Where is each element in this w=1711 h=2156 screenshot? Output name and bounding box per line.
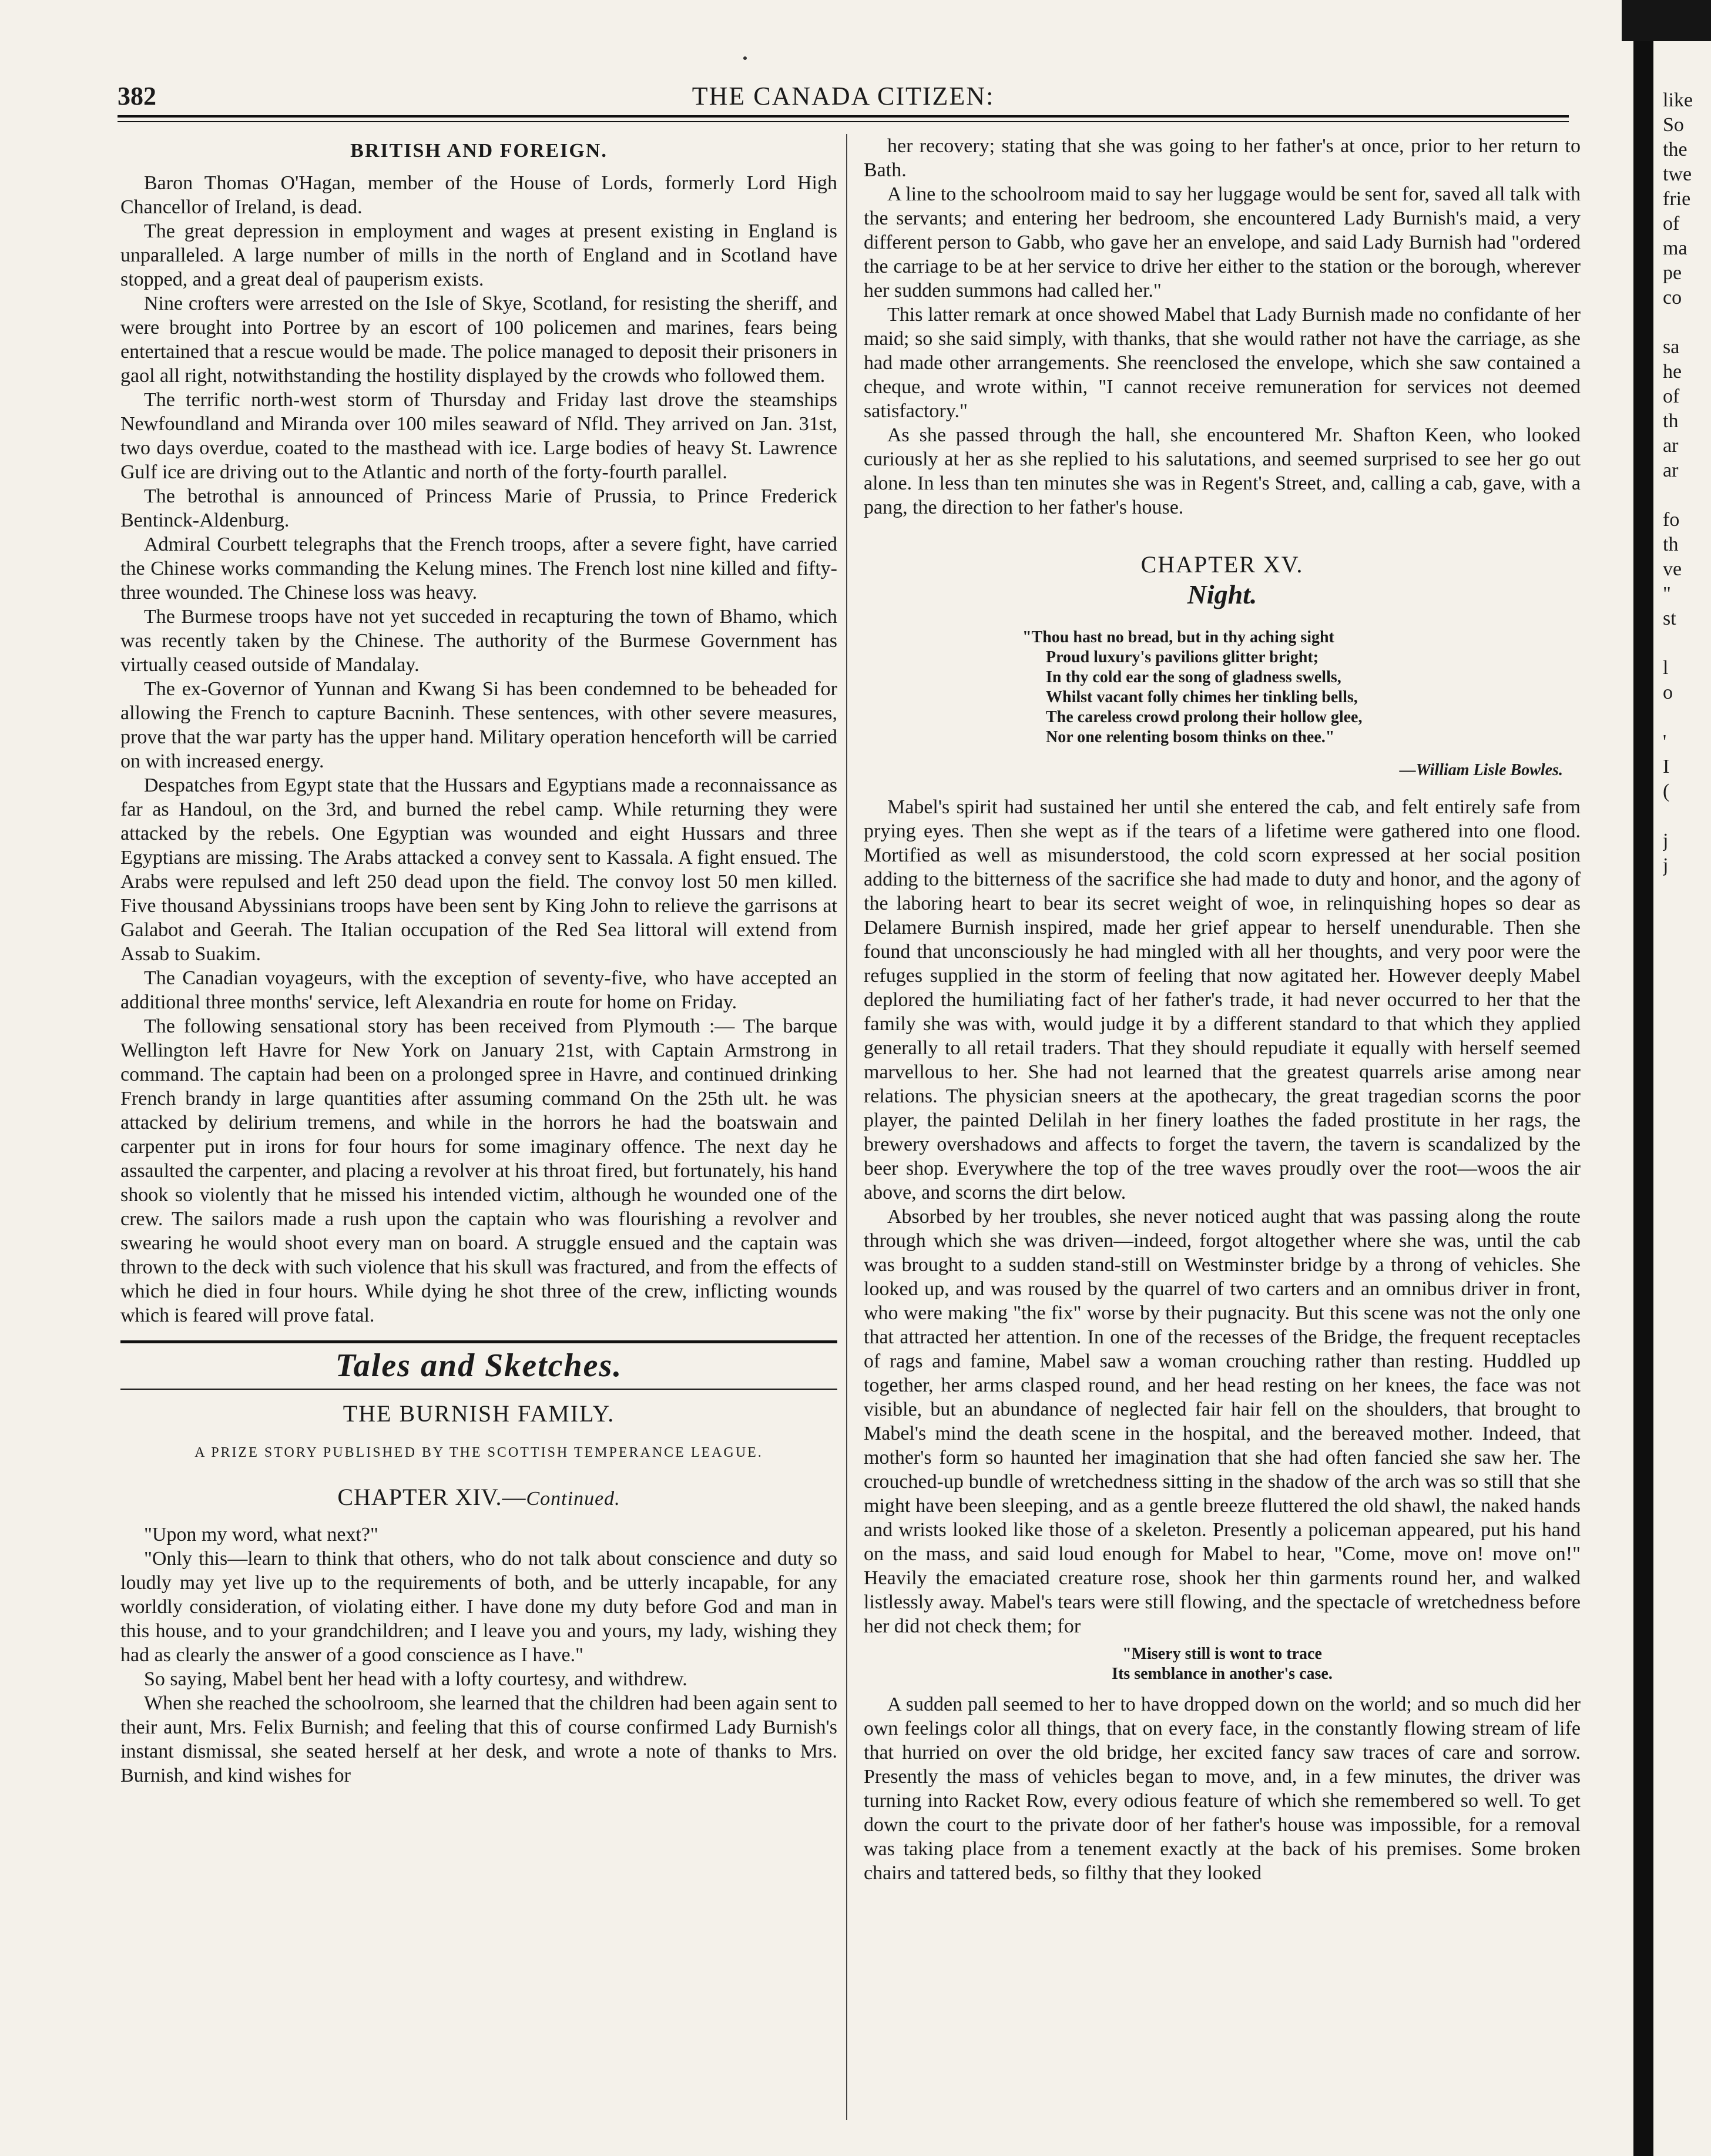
story-paragraph: When she reached the schoolroom, she learned that the children had been again sent to their aunt, Mrs. Felix Burnish; and feeling that this of course confirmed Lady Burnish's instant dismissal, she seated herself at her desk, and wrote a note of thanks to Mrs. Burnish, and kind wishes for [120, 1692, 837, 1786]
story-text-chapter-xv [864, 795, 1581, 1638]
binding-shadow [1633, 41, 1653, 2156]
edge-word-fragment: twe [1663, 163, 1692, 185]
edge-word-fragment: th [1663, 534, 1679, 555]
news-item: The betrothal is announced of Princess Marie of Prussia, to Prince Frederick Bentinck-Aldenburg. [120, 485, 837, 531]
edge-word-fragment [1663, 705, 1711, 730]
header-rule-thick [118, 115, 1569, 118]
edge-word-fragment: the [1663, 139, 1687, 160]
edge-word-fragment: ( [1663, 780, 1670, 802]
chapter-heading-xiv [120, 1485, 837, 1511]
tales-sketches-heading: Tales and Sketches. [335, 1347, 623, 1384]
poem-line: Proud luxury's pavilions glitter bright; [1046, 648, 1319, 666]
news-item: The Canadian voyageurs, with the exception of seventy-five, who have accepted an additional three months' service, left Alexandria en route for home on Friday. [120, 967, 837, 1013]
story-text [120, 1523, 837, 1788]
edge-word-fragment: l [1663, 657, 1669, 679]
left-column [120, 134, 837, 1788]
edge-word-fragment: he [1663, 361, 1682, 383]
edge-word-fragment: fo [1663, 509, 1680, 531]
header-rule-thin [118, 121, 1569, 122]
poem-attribution: —William Lisle Bowles. [1399, 761, 1563, 779]
prize-note: A PRIZE STORY PUBLISHED BY THE SCOTTISH TEMPERANCE LEAGUE. [194, 1445, 763, 1460]
news-item: Baron Thomas O'Hagan, member of the House of Lords, formerly Lord High Chancellor of Ireland, is dead. [120, 172, 837, 218]
scan-edge-shadow [1622, 0, 1711, 41]
edge-word-fragment [1663, 483, 1711, 508]
edge-word-fragment: " [1663, 583, 1671, 605]
edge-word-fragment: ' [1663, 731, 1667, 753]
news-items [120, 171, 837, 1327]
edge-word-fragment: of [1663, 385, 1680, 407]
edge-word-fragment: frie [1663, 188, 1691, 210]
news-item: The great depression in employment and wages at present existing in England is unparalleled. A large number of mills in the north of England and in Scotland have stopped, and a great deal of pauperism exists. [120, 220, 837, 290]
edge-word-fragment: th [1663, 410, 1679, 432]
story-paragraph: So saying, Mabel bent her head with a lofty courtesy, and withdrew. [144, 1668, 687, 1690]
edge-word-fragment: o [1663, 682, 1673, 703]
news-item: Nine crofters were arrested on the Isle of Skye, Scotland, for resisting the sheriff, and were brought into Portree by an escort of 100 policemen and marines, fears being entertained that a rescue would be made. The police managed to deposit their prisoners in gaol all right, notwithstanding the hostility displayed by the crowds who followed them. [120, 293, 837, 387]
poem-line: The careless crowd prolong their hollow glee, [1046, 708, 1363, 726]
edge-word-fragment: ar [1663, 460, 1679, 481]
edge-word-fragment: pe [1663, 262, 1682, 284]
chapter-title: Night. [1187, 579, 1257, 609]
news-item: The ex-Governor of Yunnan and Kwang Si has been condemned to be beheaded for allowing the French to capture Bacninh. These sentences, with other severe measures, prove that the war party has the upper hand. Military operation henceforth will be carried on with increased energy. [120, 678, 837, 772]
edge-word-fragment: j [1663, 854, 1669, 876]
story-paragraph: A line to the schoolroom maid to say her luggage would be sent for, saved all talk with the servants; and entering her bedroom, she encountered Lady Burnish's maid, a very different person to Gabb, who gave her an envelope, and said Lady Burnish had "ordered the carriage to be at her service to drive her either to the station or the borough, wherever her sudden summons had called her." [864, 183, 1581, 301]
edge-word-fragment [1663, 804, 1711, 829]
chapter-number: CHAPTER XIV.— [337, 1484, 526, 1510]
story-paragraph: her recovery; stating that she was going to her father's at once, prior to her return to Bath. [864, 135, 1581, 181]
story-paragraph: As she passed through the hall, she encountered Mr. Shafton Keen, who looked curiously at her as she replied to his salutations, and seemed surprised to see her go out alone. In less than ten minutes she was in Regent's Street, and, calling a cab, gave, with a pang, the direction to her father's house. [864, 424, 1581, 518]
quoted-couplet [864, 1644, 1581, 1684]
edge-word-fragment: j [1663, 830, 1669, 851]
story-paragraph: Mabel's spirit had sustained her until she entered the cab, and felt entirely safe from prying eyes. Then she wept as if the tears of a lifetime were gathered into one flood. Mortified as well as misunderstood, the cold scorn expressed at her social position adding to the bitterness of the sacrifice she had made to duty and honor, and the agony of the laboring heart to bear its secret weight of woe, in relinquishing hopes so dear as Delamere Burnish inspired, made her grief appear to herself unendurable. Then she found that unconsciously he had mingled with all her thoughts, and very poor were the refuges supplied in the storm of feeling that now agitated her. However deeply Mabel deplored the humiliating fact of her father's trade, it had never occurred to her that the family she was with, would judge it by a different standard to that which they applied generally to all retail traders. That they should repudiate it equally with herself seemed marvellous to her. She had not learned that the greatest quarrels arise among near relations. The physician sneers at the apothecary, the great tragedian scorns the poor player, the painted Delilah in her finery loathes the faded prostitute in her rags, the brewery overshadows and affects to forget the tavern, the tavern is scandalized by the beer shop. Everywhere the top of the tree waves proudly over the root—woos the air above, and scorns the dirt below. [864, 796, 1581, 1203]
ink-speck [743, 56, 747, 60]
running-header [118, 81, 1569, 116]
chapter-heading-xv: CHAPTER XV. [1140, 551, 1304, 578]
adjacent-page-fragment [1663, 88, 1711, 878]
news-item: The following sensational story has been received from Plymouth :— The barque Wellington left Havre for New York on January 21st, with Captain Armstrong in command. The captain had been on a prolonged spree in Havre, and continued drinking French brandy in large quantities after assuming command On the 25th ult. he was attacked by delirium tremens, and while in the horrors he had the boatswain and carpenter put in irons for four hours for some imaginary offence. The next day he assaulted the carpenter, and placing a revolver at his throat fired, but fortunately, his hand shook so violently that he missed his intended victim, although he wounded one of the crew. The sailors made a rush upon the captain who was flourishing a revolver and swearing he would shoot every man on board. A struggle ensued and the captain was thrown to the deck with such violence that his skull was fractured, and from the effects of which he died in four hours. While dying he shot three of the crew, inflicting wounds which is feared will prove fatal. [120, 1015, 837, 1326]
right-column [864, 134, 1581, 1885]
news-item: Despatches from Egypt state that the Hussars and Egyptians made a reconnaissance as far as Handoul, on the 3rd, and burned the rebel camp. While returning they were attacked by the rebels. One Egyptian was wounded and eight Hussars and three Egyptians are missing. The Arabs attacked a convey sent to Kassala. A fight ensued. The Arabs were repulsed and left 250 dead upon the field. The convoy lost 50 men killed. Five thousand Abyssinians troops have been sent by King John to relieve the garrisons at Galabot and Geerah. The Italian occupation of the Red Sea littoral will extend from Assab to Suakim. [120, 774, 837, 965]
edge-word-fragment: of [1663, 213, 1680, 234]
epigraph-poem [1022, 628, 1581, 747]
poem-line: "Thou hast no bread, but in thy aching sight [1022, 628, 1334, 646]
story-text-end [864, 1692, 1581, 1885]
edge-word-fragment: ar [1663, 435, 1679, 457]
edge-word-fragment: like [1663, 89, 1693, 111]
story-paragraph: "Upon my word, what next?" [144, 1524, 378, 1545]
poem-line: Nor one relenting bosom thinks on thee." [1046, 728, 1335, 746]
news-item: The Burmese troops have not yet succeded in recapturing the town of Bhamo, which was recently taken by the Chinese. The authority of the Burmese Government has virtually ceased outside of Mandalay. [120, 606, 837, 676]
couplet-line: "Misery still is wont to trace [1122, 1645, 1322, 1663]
edge-word-fragment: So [1663, 114, 1684, 136]
edge-word-fragment: co [1663, 287, 1682, 309]
column-divider [846, 134, 847, 2120]
section-divider [120, 1340, 837, 1343]
edge-word-fragment [1663, 631, 1711, 656]
edge-word-fragment [1663, 310, 1711, 335]
edge-word-fragment: sa [1663, 336, 1680, 358]
story-text-continued [864, 134, 1581, 519]
section-heading-british-foreign: BRITISH AND FOREIGN. [350, 140, 608, 162]
story-paragraph: "Only this—learn to think that others, who do not talk about conscience and duty so loudly may yet live up to the requirements of both, and be utterly incapable, for any worldly consideration, of violating either. I have done my duty before God and man in this house, and to your grandchildren; and I leave you and yours, my lady, wishing they had as clearly the answer of a good conscience as I have." [120, 1548, 837, 1666]
couplet-line: Its semblance in another's case. [1112, 1665, 1333, 1683]
story-paragraph: A sudden pall seemed to her to have dropped down on the world; and so much did her own feelings color all things, that on every face, in the constantly flowing stream of life that hurried on over the old bridge, her excited fancy saw traces of care and sorrow. Presently the mass of vehicles began to move, and, in a few minutes, the driver was turning into Racket Row, every odious feature of which she remembered so well. To get down the court to the private door of her father's house was impossible, for a removal was taking place from a tenement exactly at the back of his premises. Some broken chairs and tattered beds, so filthy that they looked [864, 1694, 1581, 1884]
news-item: The terrific north-west storm of Thursday and Friday last drove the steamships Newfoundland and Miranda over 100 miles seaward of Nfld. They arrived on Jan. 31st, two days overdue, coated to the masthead with ice. Large bodies of heavy St. Lawrence Gulf ice are driving out to the Atlantic and north of the forty-fourth parallel. [120, 389, 837, 483]
poem-line: In thy cold ear the song of gladness swells, [1046, 668, 1341, 686]
story-paragraph: This latter remark at once showed Mabel that Lady Burnish made no confidante of her maid; so she said simply, with thanks, that she would rather not have the carriage, as she had made other arrangements. She reenclosed the envelope, which she saw contained a cheque, and wrote within, "I cannot receive remuneration for services not deemed satisfactory." [864, 304, 1581, 422]
news-item: Admiral Courbett telegraphs that the French troops, after a severe fight, have carried the Chinese works commanding the Kelung mines. The French lost nine killed and fifty-three wounded. The Chinese loss was heavy. [120, 534, 837, 603]
publication-title: THE CANADA CITIZEN: [692, 82, 995, 110]
story-title: THE BURNISH FAMILY. [343, 1400, 615, 1427]
heading-rule [120, 1389, 837, 1390]
edge-word-fragment: I [1663, 756, 1670, 777]
edge-word-fragment: ve [1663, 558, 1682, 580]
edge-word-fragment: ma [1663, 237, 1687, 259]
page-number: 382 [118, 82, 156, 110]
edge-word-fragment: st [1663, 608, 1676, 629]
chapter-continued: Continued. [526, 1488, 620, 1510]
poem-line: Whilst vacant folly chimes her tinkling bells, [1046, 688, 1358, 706]
story-paragraph: Absorbed by her troubles, she never noticed aught that was passing along the route through which she was driven—indeed, forgot altogether where she was, until the cab was brought to a sudden stand-still on Westminster bridge by a throng of vehicles. She looked up, and was roused by the quarrel of two carters and an omnibus driver in front, who were making "the fix" worse by their pugnacity. But this scene was not the only one that attracted her attention. In one of the recesses of the Bridge, the frequent receptacles of rags and famine, Mabel saw a woman crouching rather than resting. Huddled up together, her arms clasped round, and her head resting on her knees, the face was not visible, but an abundance of neglected fair hair fell on the shoulders, that brought to Mabel's mind the death scene in the hospital, and the bereaved mother. Indeed, that mother's form so haunted her imagination that she had often fancied she saw her. The crouched-up bundle of wretchedness sitting in the shadow of the arch was so still that she might have been sleeping, and as a gentle breeze fluttered the old shawl, the naked hands and wrists looked like those of a skeleton. Presently a policeman appeared, put his hand on the mass, and said loud enough for Mabel to hear, "Come, move on! move on!" Heavily the emaciated creature rose, shook her thin garments round her, and walked listlessly away. Mabel's tears were still flowing, and the spectacle of wretchedness before her did not check them; for [864, 1206, 1581, 1637]
